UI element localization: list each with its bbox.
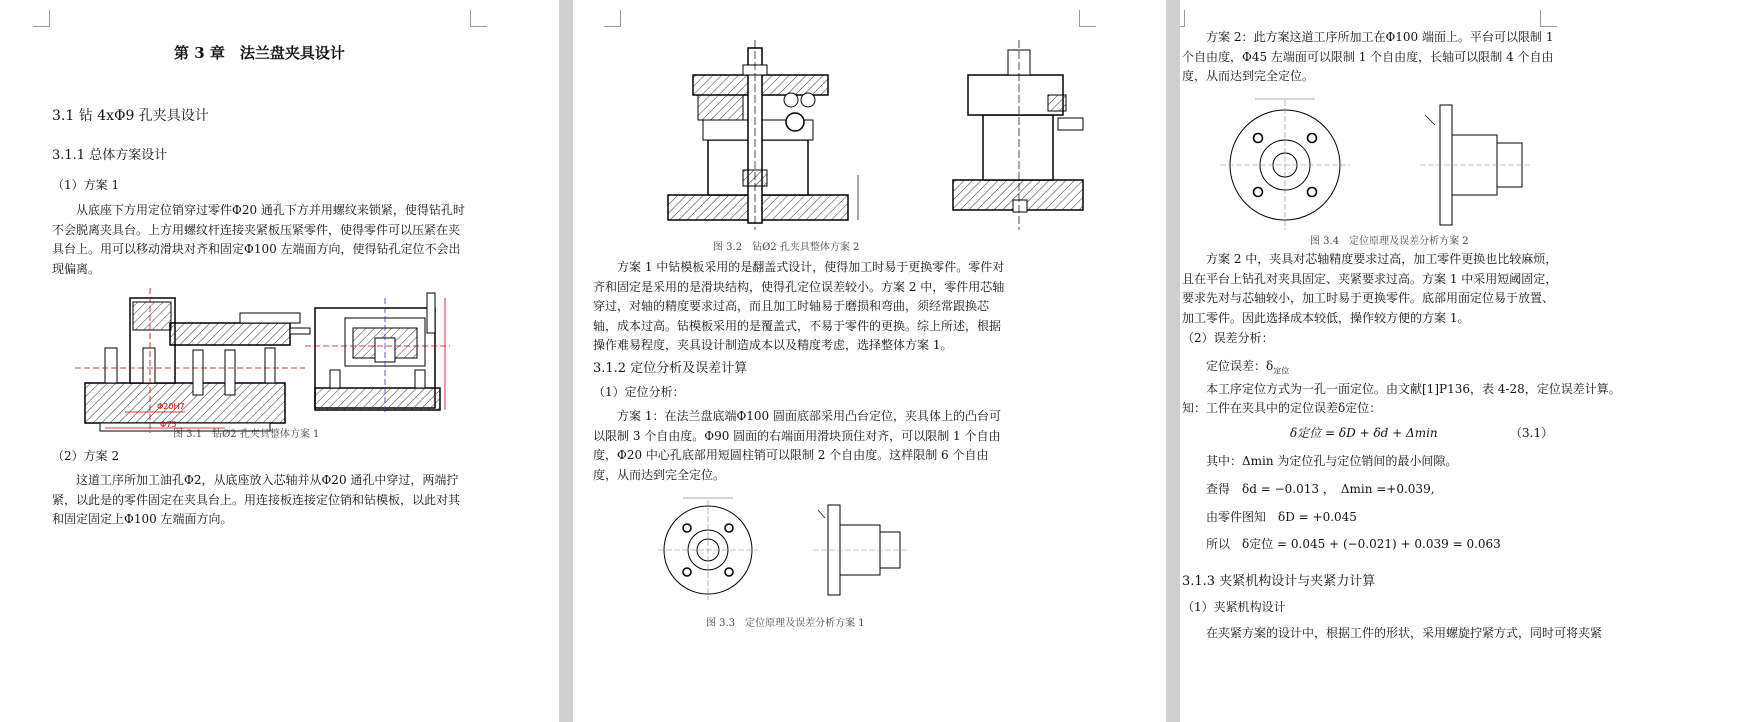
fixture-drawing-scheme-1 (75, 288, 515, 438)
paragraph: 方案 1 中钻模板采用的是翻盖式设计，使得加工时易于更换零件。零件对齐和固定是采用的是滑块结构，使得孔定位误差较小。方案 2 中，零件用芯轴穿过，对轴的精度要求过高，而且加工时轴易于磨损和弯曲，须经常跟换芯轴，成本过高。钻模板采用的是覆盖式，不易于零件的更换。综上所述，根据操作难易程度，夹具设计制造成本以及精度考虑，选择整体方案 1。 (593, 260, 1005, 352)
analysis-label: （1）夹紧机构设计 (1182, 600, 1286, 614)
scheme-label: （1）方案 1 (52, 178, 120, 192)
subsection-heading: 3.1.1 总体方案设计 (52, 148, 168, 163)
scheme-label: （2）方案 2 (52, 449, 120, 463)
locating-error-subscript: 定位 (1273, 366, 1290, 376)
paragraph: 在夹紧方案的设计中，根据工件的形状，采用螺旋拧紧方式，同时可将夹紧 (1206, 626, 1603, 640)
paragraph: 方案 2：此方案这道工序所加工在Φ100 端面上。平台可以限制 1 个自由度，Φ45 左端面可以限制 1 个自由度，长轴可以限制 4 个自由度，从而达到完全定位。 (1182, 30, 1554, 83)
paragraph: 这道工序所加工油孔Φ2，从底座放入芯轴并从Φ20 通孔中穿过，两端拧紧，以此是的零件固定在夹具台上。用连接板连接定位销和钻模板，以此对其和固定固定上Φ100 左端面方向。 (52, 473, 461, 526)
analysis-label: （1）定位分析： (593, 385, 685, 399)
paragraph: 查得 δd = −0.013 ， Δmin =+0.039, (1206, 482, 1435, 496)
paragraph: 方案 1：在法兰盘底端Φ100 圆面底部采用凸台定位，夹具体上的凸台可以限制 3 个自由度。Φ90 圆面的右端面用滑块顶住对齐，可以限制 1 个自由度，Φ20 中心孔底部用短圆柱销可以限制 2 个自由度。这样限制 6 个自由度，从而达到完全定位。 (593, 409, 1002, 482)
section-heading: 3.1 钻 4xΦ9 孔夹具设计 (52, 108, 209, 124)
figure-caption: 图 3.2 钻Ø2 孔夹具整体方案 2 (713, 242, 860, 253)
formula-number: （3.1） (1510, 426, 1554, 440)
crop-mark (1079, 10, 1096, 27)
subsection-heading: 3.1.3 夹紧机构设计与夹紧力计算 (1182, 574, 1376, 589)
crop-mark (604, 10, 621, 27)
paragraph: 由零件图知 δD = +0.045 (1206, 510, 1357, 524)
locating-error-prefix: 定位误差：δ (1206, 359, 1274, 373)
locating-drawing-scheme-2 (1210, 95, 1540, 235)
figure-caption: 图 3.4 定位原理及误差分析方案 2 (1310, 236, 1469, 247)
dimension-label: Φ75 (160, 420, 177, 429)
paragraph: 所以 δ定位 = 0.045 + (−0.021) + 0.039 = 0.063 (1206, 537, 1501, 551)
paragraph: 本工序定位方式为一孔一面定位。由文献[1]P136，表 4-28，定位误差计算。 (1206, 382, 1621, 396)
analysis-label: （2）误差分析： (1182, 331, 1274, 345)
locating-error-label (1206, 357, 1289, 380)
figure-caption: 图 3.1 钻Ø2 孔夹具整体方案 1 (173, 429, 320, 440)
paragraph: 其中：Δmin 为定位孔与定位销间的最小间隙。 (1206, 454, 1458, 468)
document-page-2 (573, 0, 1166, 722)
dimension-label: Φ20H7 (157, 402, 185, 411)
locating-drawing-scheme-1 (653, 490, 943, 610)
crop-mark (33, 10, 50, 27)
paragraph: 方案 2 中，夹具对芯轴精度要求过高，加工零件更换也比较麻烦，且在平台上钻孔对夹具固定、夹紧要求过高。方案 1 中采用短阈固定，要求先对与芯轴较小，加工时易于更换零件。底部用面定位易于放置、加工零件。因此选择成本较低，操作较方便的方案 1。 (1182, 252, 1558, 325)
crop-mark (470, 10, 487, 27)
document-page-3 (1180, 0, 1751, 722)
paragraph: 知：工件在夹具中的定位误差δ定位： (1182, 401, 1382, 415)
document-page-1 (0, 0, 559, 722)
formula: δ定位 = δD + δd + Δmin (1290, 426, 1438, 440)
chapter-title: 第 3 章 法兰盘夹具设计 (174, 44, 345, 62)
fixture-drawing-scheme-2 (663, 40, 1103, 235)
subsection-heading: 3.1.2 定位分析及误差计算 (593, 361, 748, 376)
crop-mark (1180, 10, 1185, 27)
crop-mark (1540, 10, 1557, 27)
paragraph: 从底座下方用定位销穿过零件Φ20 通孔下方并用螺纹来锁紧，使得钻孔时不会脱离夹具台。上方用螺纹杆连接夹紧板压紧零件，使得零件可以压紧在夹具台上。用可以移动滑块对齐和固定Φ100 左端面方向，使得钻孔定位不会出现偏离。 (52, 203, 465, 276)
figure-caption: 图 3.3 定位原理及误差分析方案 1 (706, 618, 865, 629)
